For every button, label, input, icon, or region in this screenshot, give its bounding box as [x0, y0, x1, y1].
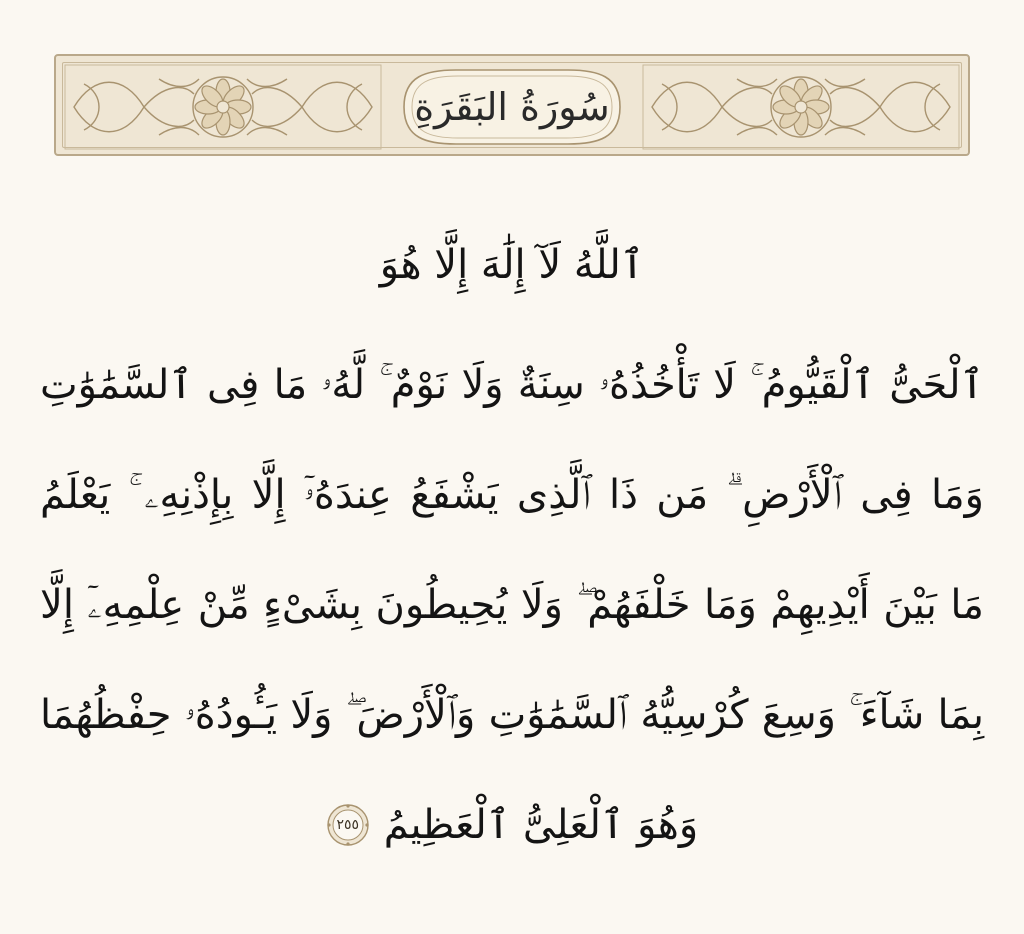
rosette-icon — [193, 77, 253, 137]
verse-line-5-text: بِمَا شَآءَ ۚ وَسِعَ كُرْسِيُّهُ ٱلسَّمَٰوَٰتِ وَٱلْأَرْضَ ۖ وَلَا يَـُٔودُهُۥ حِفْظُهُمَا — [40, 692, 984, 738]
arabesque-ornament-right — [642, 64, 960, 150]
ayah-text-block — [40, 200, 984, 880]
verse-line-2-text: ٱلْحَىُّ ٱلْقَيُّومُ ۚ لَا تَأْخُذُهُۥ سِنَةٌ وَلَا نَوْمٌ ۚ لَّهُۥ مَا فِى ٱلسَّمَٰوَٰتِ — [40, 362, 984, 408]
verse-line-4-text: مَا بَيْنَ أَيْدِيهِمْ وَمَا خَلْفَهُمْ ۖ وَلَا يُحِيطُونَ بِشَىْءٍ مِّنْ عِلْمِهِۦٓ إِلَّا — [40, 582, 984, 628]
verse-line-1: ٱللَّهُ لَآ إِلَٰهَ إِلَّا هُوَ — [379, 242, 645, 288]
verse-line-5 — [40, 660, 984, 770]
arabesque-ornament-left — [64, 64, 382, 150]
verse-line-6 — [40, 770, 984, 880]
verse-line-6-wrap — [326, 803, 698, 847]
verse-line-3-text: وَمَا فِى ٱلْأَرْضِ ۗ مَن ذَا ٱلَّذِى يَشْفَعُ عِندَهُۥٓ إِلَّا بِإِذْنِهِۦ ۚ يَعْلَمُ — [40, 472, 984, 518]
verse-line-3 — [40, 440, 984, 550]
surah-header-banner — [54, 54, 970, 156]
verse-line-2 — [40, 330, 984, 440]
rosette-icon — [771, 77, 831, 137]
ayah-number: ٢٥٥ — [336, 817, 360, 833]
verse-line-4 — [40, 550, 984, 660]
surah-name: سُورَةُ البَقَرَةِ — [414, 85, 610, 129]
verse-line-6-text: وَهُوَ ٱلْعَلِىُّ ٱلْعَظِيمُ — [383, 802, 699, 848]
ayah-number-marker — [326, 803, 370, 847]
